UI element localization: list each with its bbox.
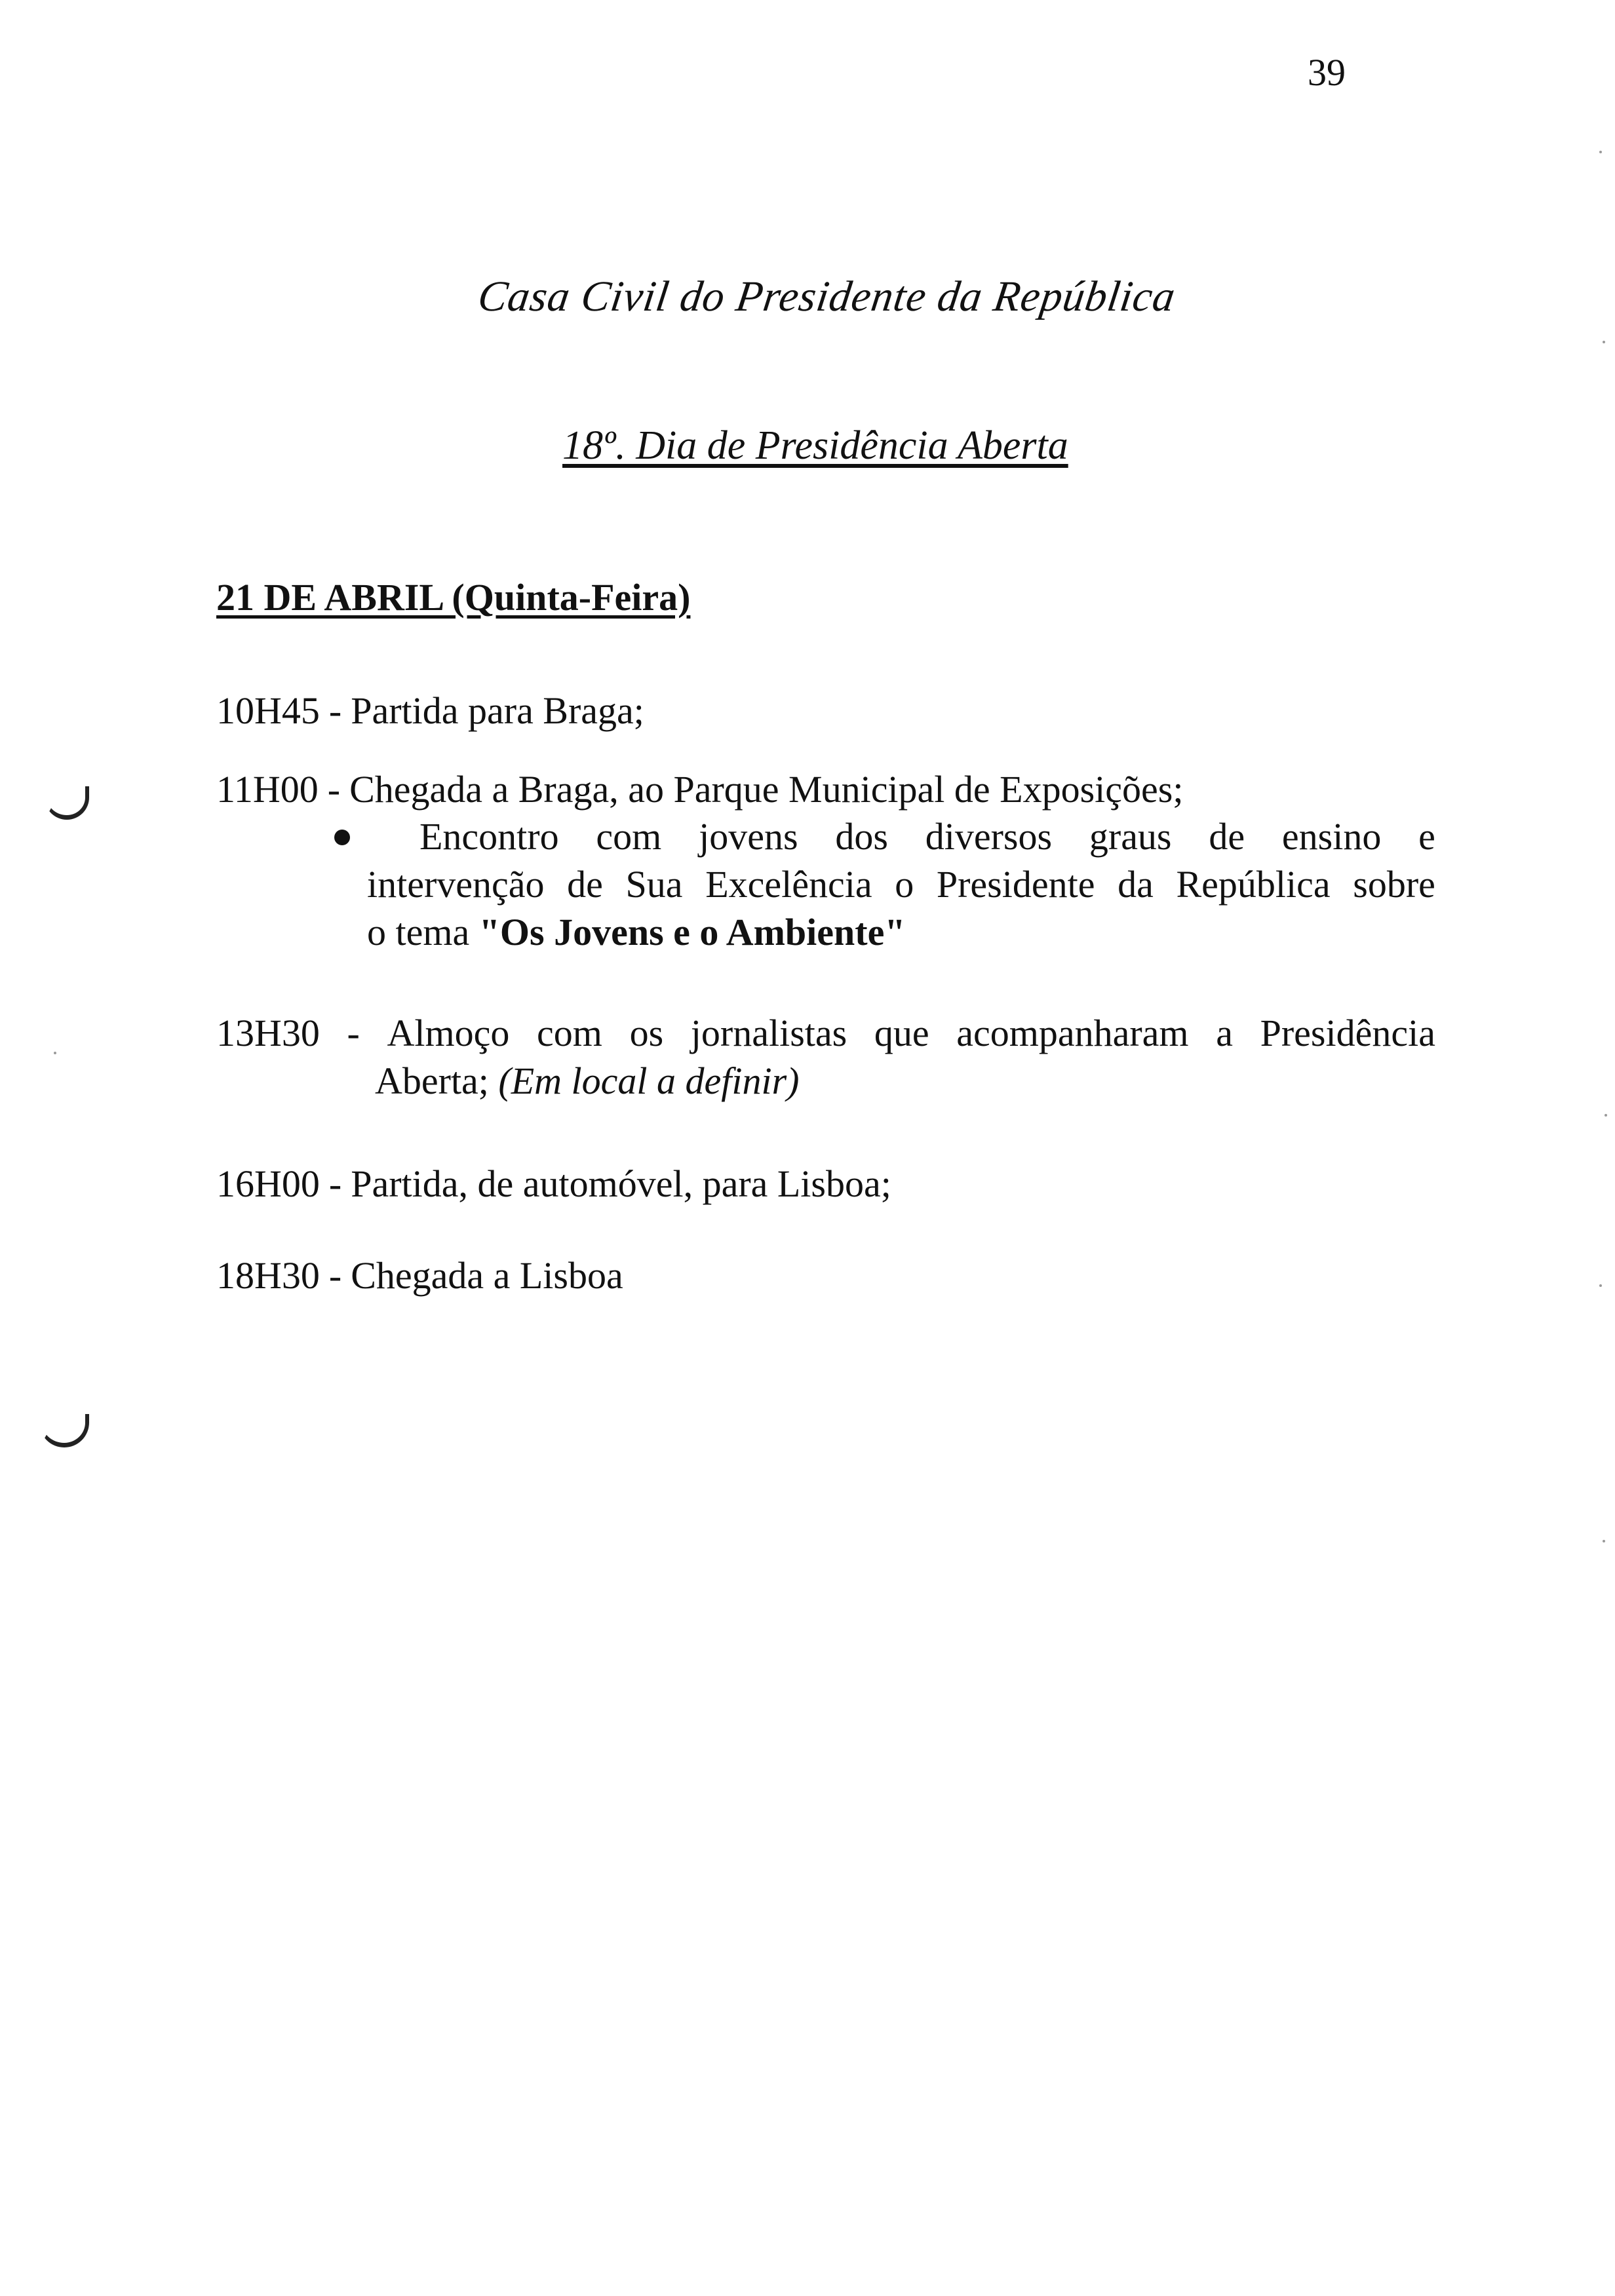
- entry-separator: -: [328, 689, 342, 732]
- punch-mark-icon: [45, 786, 89, 820]
- word: intervenção: [367, 863, 545, 906]
- schedule-entry-2: [216, 765, 1183, 813]
- entry-text: Partida, de automóvel, para Lisboa;: [351, 1162, 891, 1205]
- entry-time: 10H45: [216, 689, 320, 732]
- word: ensino: [1281, 815, 1382, 858]
- bullet-theme: "Os Jovens e o Ambiente": [478, 911, 906, 953]
- word: Excelência: [705, 863, 872, 906]
- letterhead: Casa Civil do Presidente da República: [475, 273, 1179, 320]
- word: o: [895, 863, 914, 906]
- word: da: [1118, 863, 1154, 906]
- schedule-entry-5: [216, 1252, 623, 1299]
- scan-speck: [1599, 151, 1602, 153]
- entry-time: 11H00: [216, 768, 319, 811]
- entry-text: Partida para Braga;: [351, 689, 644, 732]
- word: República: [1176, 863, 1331, 906]
- word: com: [596, 815, 662, 858]
- word: de: [567, 863, 603, 906]
- entry-separator: -: [328, 1254, 342, 1297]
- word: e: [1418, 815, 1435, 858]
- word: os: [629, 1012, 664, 1054]
- word: jornalistas: [690, 1012, 847, 1054]
- word: Almoço: [387, 1012, 510, 1054]
- scan-speck: [1603, 341, 1605, 343]
- bullet-line-3: [328, 908, 1435, 956]
- word: que: [874, 1012, 929, 1054]
- entry-text: Chegada a Braga, ao Parque Municipal de Exposições;: [349, 768, 1184, 811]
- word: diversos: [925, 815, 1053, 858]
- entry-line-2: [216, 1057, 1435, 1105]
- word: Sua: [625, 863, 683, 906]
- entry-time: 16H00: [216, 1162, 320, 1205]
- entry-time: 13H30: [216, 1012, 320, 1054]
- scan-speck: [1603, 1540, 1605, 1542]
- word: acompanharam: [956, 1012, 1189, 1054]
- schedule-entry-1: [216, 687, 644, 735]
- word: Presidência: [1260, 1012, 1435, 1054]
- entry-text: Aberta;: [375, 1060, 499, 1102]
- document-title: 18º. Dia de Presidência Aberta: [562, 423, 1068, 468]
- entry-note: (Em local a definir): [498, 1060, 800, 1102]
- word: de: [1209, 815, 1245, 858]
- schedule-entry-3: [216, 1009, 1435, 1105]
- word: a: [1216, 1012, 1233, 1054]
- word: com: [537, 1012, 602, 1054]
- entry-separator: -: [328, 1162, 342, 1205]
- word: Presidente: [936, 863, 1095, 906]
- word: sobre: [1353, 863, 1435, 906]
- bullet-text: o tema: [367, 911, 479, 953]
- bullet-dot-icon: [334, 830, 350, 845]
- entry-line-1: [216, 1009, 1435, 1057]
- entry-separator: -: [347, 1012, 360, 1054]
- date-heading: 21 DE ABRIL (Quinta-Feira): [216, 576, 691, 619]
- entry-text: Chegada a Lisboa: [351, 1254, 623, 1297]
- schedule-entry-4: [216, 1160, 891, 1208]
- punch-mark-icon: [39, 1414, 89, 1447]
- scan-speck: [1599, 1284, 1602, 1287]
- scan-speck: [54, 1052, 56, 1054]
- entry-time: 18H30: [216, 1254, 320, 1297]
- word: Encontro: [419, 815, 559, 858]
- word: dos: [835, 815, 888, 858]
- bullet-item: [328, 813, 1435, 956]
- scan-speck: [1605, 1114, 1607, 1117]
- page-number: 39: [1308, 51, 1346, 94]
- bullet-line-2: [328, 860, 1435, 908]
- word: graus: [1089, 815, 1172, 858]
- bullet-line-1: [328, 813, 1435, 860]
- word: jovens: [699, 815, 798, 858]
- entry-separator: -: [327, 768, 341, 811]
